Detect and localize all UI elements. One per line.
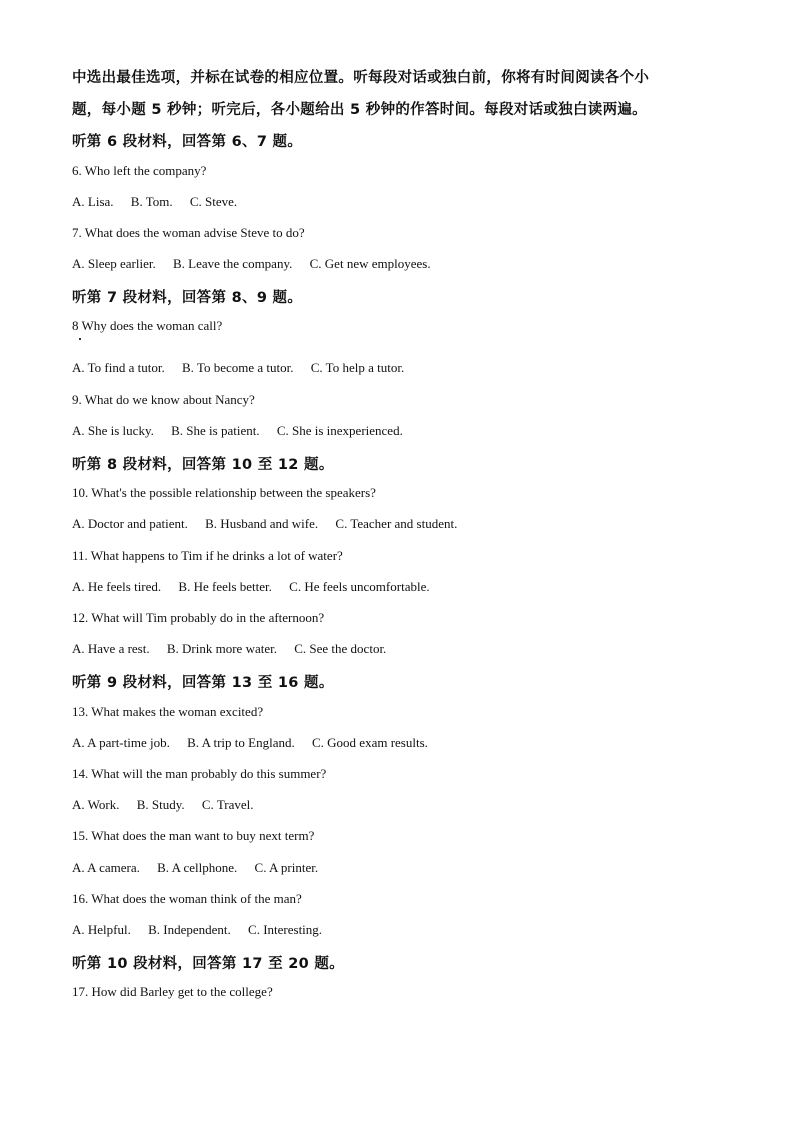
option-b: B. Drink more water. [166, 641, 277, 656]
option-b: B. Tom. [130, 194, 173, 209]
option-a: A. Sleep earlier. [72, 256, 156, 271]
option-c: C. Teacher and student. [335, 516, 458, 531]
option-b: B. A cellphone. [157, 860, 238, 875]
question-text: 17. How did Barley get to the college? [72, 984, 273, 999]
option-c: C. See the doctor. [294, 641, 387, 656]
option-a: A. Doctor and patient. [72, 516, 188, 531]
answer-options [72, 922, 336, 938]
question-text: 13. What makes the woman excited? [72, 704, 264, 719]
section-heading: 听第 6 段材料，回答第 6、7 题。 [72, 134, 303, 150]
section-heading: 听第 8 段材料，回答第 10 至 12 题。 [72, 457, 334, 473]
answer-options [72, 860, 332, 876]
option-b: B. Leave the company. [173, 256, 293, 271]
instruction-line-1: 中选出最佳选项，并标在试卷的相应位置。听每段对话或独白前，你将有时间阅读各个小 [72, 70, 650, 86]
option-c: C. Get new employees. [309, 256, 431, 271]
option-c: C. She is inexperienced. [276, 423, 403, 438]
option-a: A. A part-time job. [72, 735, 170, 750]
option-a: A. He feels tired. [72, 579, 162, 594]
answer-options [72, 516, 471, 532]
option-b: B. Husband and wife. [205, 516, 319, 531]
question-text: 7. What does the woman advise Steve to do? [72, 225, 305, 240]
option-a: A. A camera. [72, 860, 140, 875]
option-b: B. A trip to England. [187, 735, 295, 750]
question-text: 15. What does the man want to buy next term? [72, 828, 315, 843]
option-b: B. Study. [136, 797, 185, 812]
section-heading: 听第 9 段材料，回答第 13 至 16 题。 [72, 675, 334, 691]
answer-options [72, 797, 268, 813]
answer-options [72, 360, 418, 376]
instruction-line-2: 题，每小题 5 秒钟；听完后，各小题给出 5 秒钟的作答时间。每段对话或独白读两遍。 [72, 102, 647, 118]
question-text: 8 Why does the woman call? [72, 318, 223, 333]
option-b: B. Independent. [148, 922, 231, 937]
question-text: 14. What will the man probably do this summer? [72, 766, 327, 781]
option-c: C. Travel. [201, 797, 254, 812]
option-b: B. He feels better. [178, 579, 272, 594]
question-text: 9. What do we know about Nancy? [72, 392, 255, 407]
answer-options [72, 735, 442, 751]
option-c: C. Good exam results. [311, 735, 428, 750]
option-a: A. Helpful. [72, 922, 131, 937]
question-text: 16. What does the woman think of the man? [72, 891, 302, 906]
option-b: B. To become a tutor. [181, 360, 294, 375]
question-text: 10. What's the possible relationship between the speakers? [72, 485, 376, 500]
option-c: C. To help a tutor. [310, 360, 405, 375]
option-c: C. Interesting. [248, 922, 323, 937]
answer-options [72, 423, 417, 439]
question-text: 11. What happens to Tim if he drinks a lot of water? [72, 548, 343, 563]
option-a: A. Have a rest. [72, 641, 150, 656]
option-b: B. She is patient. [171, 423, 260, 438]
option-c: C. Steve. [189, 194, 238, 209]
section-heading: 听第 7 段材料，回答第 8、9 题。 [72, 290, 303, 306]
option-a: A. She is lucky. [72, 423, 154, 438]
option-a: A. Work. [72, 797, 120, 812]
answer-options [72, 194, 251, 210]
section-heading: 听第 10 段材料，回答第 17 至 20 题。 [72, 956, 345, 972]
option-a: A. Lisa. [72, 194, 114, 209]
question-text: 12. What will Tim probably do in the afternoon? [72, 610, 325, 625]
option-a: A. To find a tutor. [72, 360, 165, 375]
option-c: C. A printer. [254, 860, 319, 875]
option-c: C. He feels uncomfortable. [289, 579, 430, 594]
stray-mark [79, 338, 81, 340]
question-text: 6. Who left the company? [72, 163, 207, 178]
answer-options [72, 256, 445, 272]
answer-options [72, 579, 444, 595]
answer-options [72, 641, 400, 657]
